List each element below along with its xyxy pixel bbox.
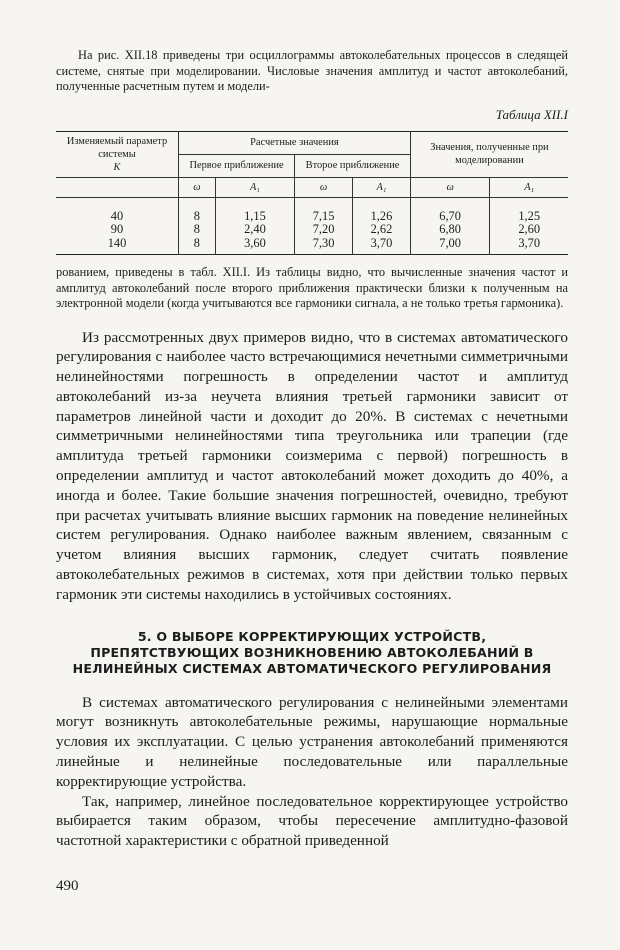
results-table	[56, 131, 568, 256]
cell-w1: 8	[179, 223, 216, 237]
cell-w2: 7,15	[295, 210, 353, 224]
section-heading: 5. О ВЫБОРЕ КОРРЕКТИРУЮЩИХ УСТРОЙСТВ, ПРЕПЯТСТВУЮЩИХ ВОЗНИКНОВЕНИЮ АВТОКОЛЕБАНИЙ В НЕЛИНЕЙНЫХ СИСТЕМАХ АВТОМАТИЧЕСКОГО РЕГУЛИРОВАНИЯ	[72, 628, 552, 676]
intro-text-after-table: рованием, приведены в табл. XII.I. Из таблицы видно, что вычисленные значения частот и амплитуд автоколебаний после второго приближения практически близки к полученным на электронной модели (когда учитываются все гармоники сигнала, а не только третья гармоника).	[56, 265, 568, 310]
cell-w2: 7,20	[295, 223, 353, 237]
cell-a2: 1,26	[353, 210, 411, 224]
page-number: 490	[56, 878, 79, 894]
section-body	[56, 693, 568, 851]
cell-a1: 2,40	[215, 223, 294, 237]
cell-wm: 6,70	[410, 210, 490, 224]
param-symbol: K	[113, 161, 121, 173]
cell-a1: 3,60	[215, 237, 294, 255]
second-approx-header: Второе приближение	[295, 154, 411, 177]
cell-am: 1,25	[490, 210, 568, 224]
intro-text-before-table: На рис. XII.18 приведены три осциллограммы автоколебательных процессов в следящей системе, снятые при моделировании. Числовые значения амплитуд и частот автоколебаний, полученные расчетным путем и модели-	[56, 48, 568, 93]
omega-header-1: ω	[179, 177, 216, 197]
param-header-cell	[56, 131, 179, 177]
cell-a2: 3,70	[353, 237, 411, 255]
amp-header-2: A₁	[353, 177, 411, 197]
paragraph-3: Так, например, линейное последовательное корректирующее устройство выбирается таким образом, чтобы пересечение амплитудно-фазовой частотной характеристики с обратной приведенной	[56, 792, 568, 850]
cell-a1: 1,15	[215, 210, 294, 224]
table-row	[56, 210, 568, 224]
cell-am: 2,60	[490, 223, 568, 237]
cell-w2: 7,30	[295, 237, 353, 255]
param-header: Изменяемый параметр системы	[66, 135, 168, 160]
cell-wm: 6,80	[410, 223, 490, 237]
table-row	[56, 223, 568, 237]
cell-w1: 8	[179, 237, 216, 255]
empty-header	[56, 177, 179, 197]
main-body	[56, 328, 568, 605]
cell-k: 40	[110, 208, 124, 223]
cell-w1: 8	[179, 210, 216, 224]
intro-continuation	[56, 265, 568, 312]
cell-k: 90	[110, 222, 124, 236]
cell-a2: 2,62	[353, 223, 411, 237]
table-caption: Таблица XII.I	[495, 106, 568, 122]
cell-k: 140	[107, 235, 127, 250]
table-header-row-3	[56, 177, 568, 197]
page-content	[56, 48, 568, 851]
first-approx-header: Первое приближение	[179, 154, 295, 177]
paragraph-1: Из рассмотренных двух примеров видно, что в системах автоматического регулирования с наиболее часто встречающимися нечетными симметричными нелинейностями погрешность в определении частот и амплитуд автоколебаний из-за неучета влияния третьей гармоники зависит от параметров линейной части и доходит до 20%. В системах с нечетными симметричными нелинейностями типа треугольника или трапеции (где амплитуда третьей гармоники соизмерима с первой) погрешность в определении амплитуд и частот автоколебаний может доходить до 40%, а иногда и более. Такие большие значения погрешностей, очевидно, требуют при расчетах учитывать влияние высших гармоник на поведение нелинейных систем регулирования. Однако наиболее важным явлением, связанным с учетом влияния высших гармоник, следует считать появление автоколебательных режимов в системах, хотя при действии только первых гармоник эти системы находились в устойчивых состояниях.	[56, 328, 568, 603]
table-spacer	[56, 197, 568, 210]
table-row	[56, 237, 568, 255]
amp-header-1: A₁	[215, 177, 294, 197]
omega-header-2: ω	[295, 177, 353, 197]
paragraph-2: В системах автоматического регулирования с нелинейными элементами могут возникнуть автоколебательные режимы, нарушающие нормальные условия их эксплуатации. С целью устранения автоколебаний применяются линейные и нелинейные последовательные или параллельные корректирующие устройства.	[56, 693, 568, 790]
intro-paragraph	[56, 48, 568, 95]
cell-wm: 7,00	[410, 237, 490, 255]
amp-header-model: A₁	[490, 177, 568, 197]
table-header-row-1	[56, 131, 568, 154]
cell-am: 3,70	[490, 237, 568, 255]
calc-header: Расчетные значения	[179, 131, 411, 154]
omega-header-model: ω	[410, 177, 490, 197]
model-header: Значения, полученные при моделировании	[410, 131, 568, 177]
